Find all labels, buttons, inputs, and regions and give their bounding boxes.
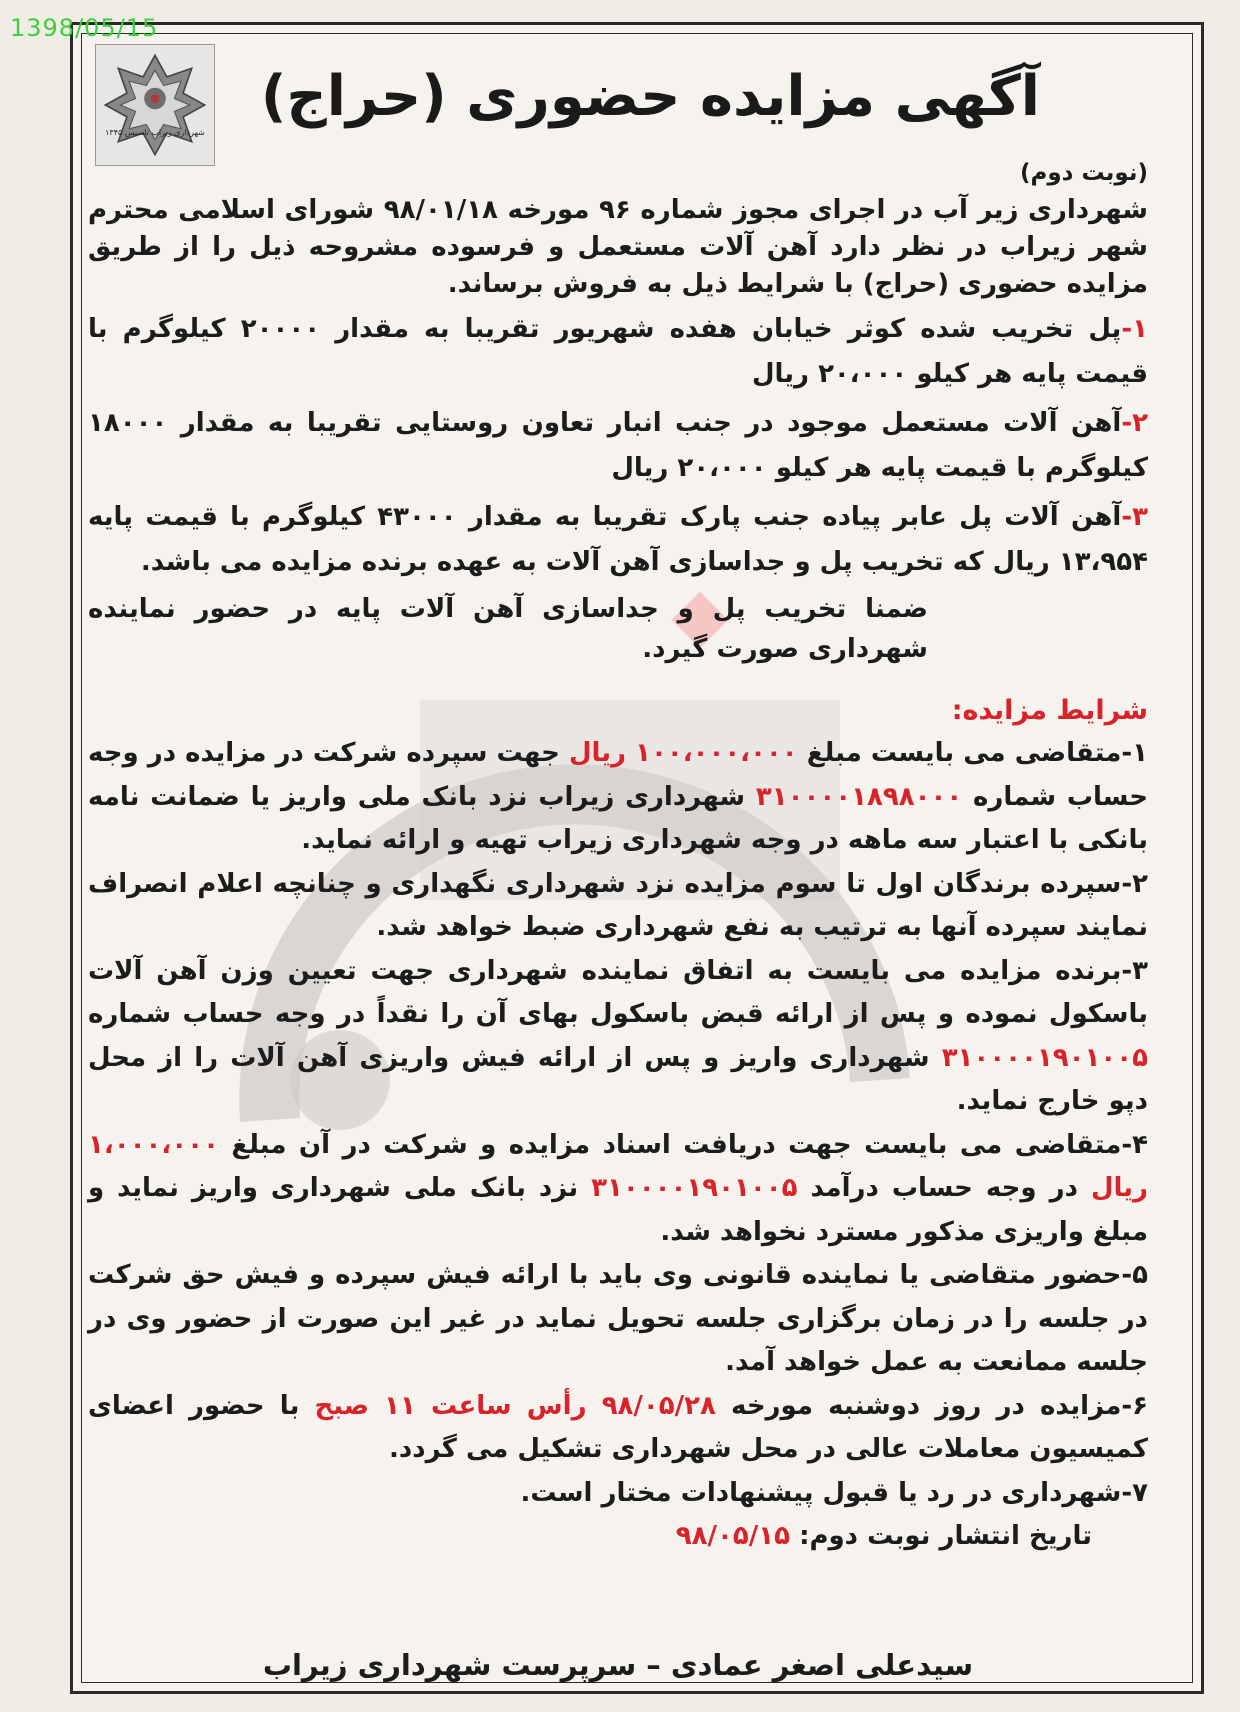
signature-line: سیدعلی اصغر عمادی – سرپرست شهرداری زیراب	[262, 1648, 974, 1682]
condition-1	[88, 732, 1148, 863]
condition-text: ۳-برنده مزایده می بایست به اتفاق نماینده شهرداری جهت تعیین وزن آهن آلات باسکول نموده و پس از ارائه قبض باسکول بهای آن را نقداً در وجه حساب شماره	[88, 955, 1148, 1029]
condition-text: نزد بانک ملی شهرداری واریز نماید و مبلغ واریزی مذکور مسترد نخواهد شد.	[88, 1173, 1148, 1247]
condition-4	[88, 1124, 1148, 1255]
condition-7: ۷-شهرداری در رد یا قبول پیشنهادات مختار است.	[520, 1477, 1148, 1508]
account-number: ۳۱۰۰۰۰۱۹۰۱۰۰۵	[941, 1042, 1148, 1073]
account-number: ۳۱۰۰۰۰۱۸۹۸۰۰۰	[755, 781, 963, 812]
item-number: ۲-	[1121, 408, 1148, 438]
condition-text: شهرداری زیراب نزد بانک ملی واریز یا ضمانت نامه بانکی با اعتبار سه ماهه در وجه شهرداری زیراب تهیه و ارائه نماید.	[88, 781, 1148, 855]
condition-text: ۱-متقاضی می بایست مبلغ	[797, 738, 1148, 768]
item-text: آهن آلات مستعمل موجود در جنب انبار تعاون روستایی تقریبا به مقدار ۱۸۰۰۰ کیلوگرم با قیمت پایه هر کیلو ۲۰،۰۰۰ ریال	[88, 408, 1148, 483]
condition-5: ۵-حضور متقاضی یا نماینده قانونی وی باید با ارائه فیش سپرده و فیش حق شرکت در جلسه را در زمان برگزاری جلسه تحویل نماید در غیر این صورت از حضور وی در جلسه ممانعت به عمل خواهد آمد.	[88, 1260, 1148, 1377]
auction-datetime: ۹۸/۰۵/۲۸ رأس ساعت ۱۱ صبح	[314, 1390, 716, 1421]
publication-date: ۹۸/۰۵/۱۵	[675, 1521, 791, 1551]
notice-body	[88, 160, 1148, 1557]
intro-paragraph: شهرداری زیر آب در اجرای مجوز شماره ۹۶ مورخه ۹۸/۰۱/۱۸ شورای اسلامی محترم شهر زیراب در نظر دارد آهن آلات مستعمل و فرسوده مشروحه ذیل را از طریق مزایده حضوری (حراج) با شرایط ذیل به فروش برساند.	[88, 195, 1148, 299]
condition-text: در وجه حساب درآمد	[797, 1173, 1091, 1203]
condition-6	[88, 1385, 1148, 1472]
list-item	[88, 307, 1148, 397]
account-number: ۳۱۰۰۰۰۱۹۰۱۰۰۵	[591, 1173, 798, 1203]
page-title: آگهی مزایده حضوری (حراج)	[260, 64, 1040, 129]
conditions-heading: شرایط مزایده:	[951, 695, 1148, 726]
turn-label: (نوبت دوم)	[1019, 160, 1148, 186]
publication-date-line	[88, 1515, 1148, 1557]
note-paragraph: ضمنا تخریب پل و جداسازی آهن آلات پایه در حضور نماینده شهرداری صورت گیرد.	[88, 594, 928, 664]
logo-caption: شهرداری زیراب تاسیس ۱۳۴۵	[105, 128, 205, 137]
condition-3	[88, 950, 1148, 1124]
fee-amount: ۱،۰۰۰،۰۰۰ ریال	[88, 1129, 1148, 1203]
condition-text: جهت سپرده شرکت در مزایده در وجه حساب شماره	[88, 738, 1148, 812]
publication-label: تاریخ انتشار نوبت دوم:	[790, 1521, 1092, 1551]
stamp-date: 1398/05/15	[10, 14, 159, 42]
condition-text: با حضور اعضای کمیسیون معاملات عالی در محل شهرداری تشکیل می گردد.	[88, 1390, 1148, 1464]
condition-text: شهرداری واریز و پس از ارائه فیش واریزی آهن آلات را از محل دپو خارج نماید.	[88, 1042, 1148, 1116]
item-text: آهن آلات پل عابر پیاده جنب پارک تقریبا به مقدار ۴۳۰۰۰ کیلوگرم با قیمت پایه ۱۳،۹۵۴ ریال که تخریب پل و جداسازی آهن آلات به عهده برنده مزایده می باشد.	[88, 502, 1148, 577]
item-number: ۳-	[1121, 502, 1148, 532]
emblem-icon	[101, 51, 209, 159]
condition-2: ۲-سپرده برندگان اول تا سوم مزایده نزد شهرداری نگهداری و چنانچه اعلام انصراف نمایند سپرده آنها به ترتیب به نفع شهرداری ضبط خواهد شد.	[88, 868, 1148, 942]
municipality-logo	[95, 44, 215, 166]
list-item	[88, 401, 1148, 491]
condition-text: ۶-مزایده در روز دوشنبه مورخه	[715, 1390, 1148, 1421]
deposit-amount: ۱۰۰،۰۰۰،۰۰۰ ریال	[568, 738, 798, 768]
list-item	[88, 495, 1148, 585]
item-number: ۱-	[1121, 314, 1148, 344]
condition-text: ۴-متقاضی می بایست جهت دریافت اسناد مزایده و شرکت در آن مبلغ	[218, 1129, 1148, 1160]
item-text: پل تخریب شده کوثر خیابان هفده شهریور تقریبا به مقدار ۲۰۰۰۰ کیلوگرم با قیمت پایه هر کیلو ۲۰،۰۰۰ ریال	[88, 314, 1148, 389]
